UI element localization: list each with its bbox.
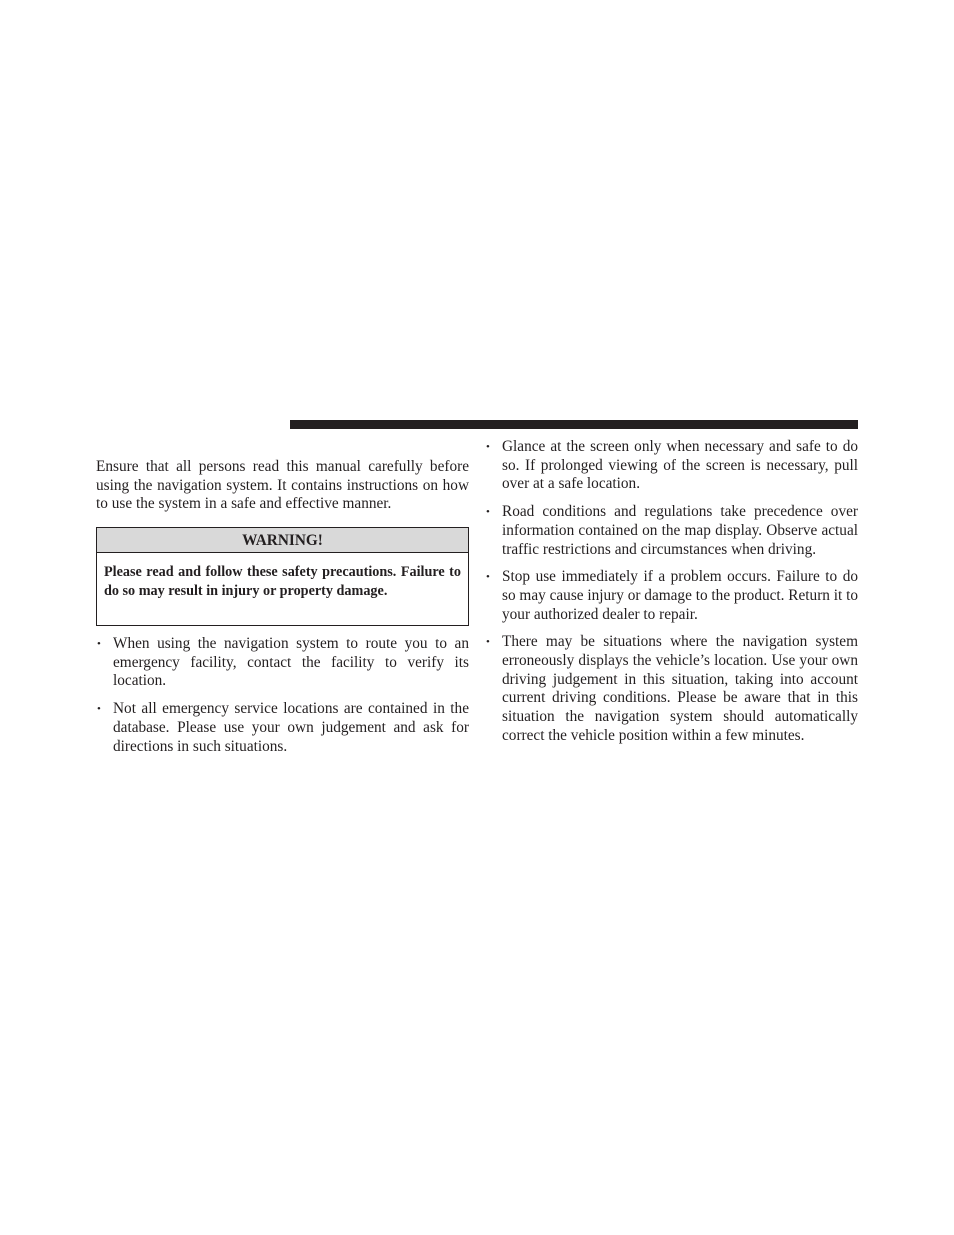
list-item-text: When using the navigation system to route you to an emergency facility, contact the facility to verify its location. (113, 635, 469, 690)
bullet-icon: • (486, 636, 490, 649)
bullet-icon: • (97, 703, 101, 716)
right-bullet-list (485, 438, 858, 755)
list-item (96, 700, 469, 756)
bullet-icon: • (486, 506, 490, 519)
bullet-icon: • (486, 441, 490, 453)
warning-box (96, 527, 469, 626)
list-item-text: There may be situations where the navigation system erroneously displays the vehicle’s location. Use your own driving judgement in this situation, taking into account current driving conditions. Please be aware that in this situation the navigation system should automatically correct the vehicle position within a few minutes. (502, 633, 858, 744)
list-item (485, 438, 858, 494)
list-item-text: Road conditions and regulations take precedence over information contained on the map display. Observe actual traffic restrictions and circumstances when driving. (502, 503, 858, 558)
list-item-text: Glance at the screen only when necessary and safe to do so. If prolonged viewing of the screen is necessary, pull over at a safe location. (502, 438, 858, 493)
bullet-icon: • (486, 571, 490, 584)
list-item (485, 568, 858, 624)
list-item (96, 635, 469, 691)
intro-paragraph: Ensure that all persons read this manual carefully before using the navigation system. It contains instructions on how to use the system in a safe and effective manner. (96, 458, 469, 513)
list-item-text: Stop use immediately if a problem occurs. Failure to do so may cause injury or damage to the product. Return it to your authorized dealer to repair. (502, 568, 858, 623)
warning-text: Please read and follow these safety precautions. Failure to do so may result in injury or property damage. (104, 564, 461, 599)
warning-title: WARNING! (97, 528, 468, 553)
bullet-icon: • (97, 638, 101, 650)
list-item-text: Not all emergency service locations are contained in the database. Please use your own judgement and ask for directions in such situations. (113, 700, 469, 755)
list-item (485, 633, 858, 745)
list-item (485, 503, 858, 559)
section-header-rule (290, 420, 858, 429)
left-bullet-list (96, 635, 469, 765)
